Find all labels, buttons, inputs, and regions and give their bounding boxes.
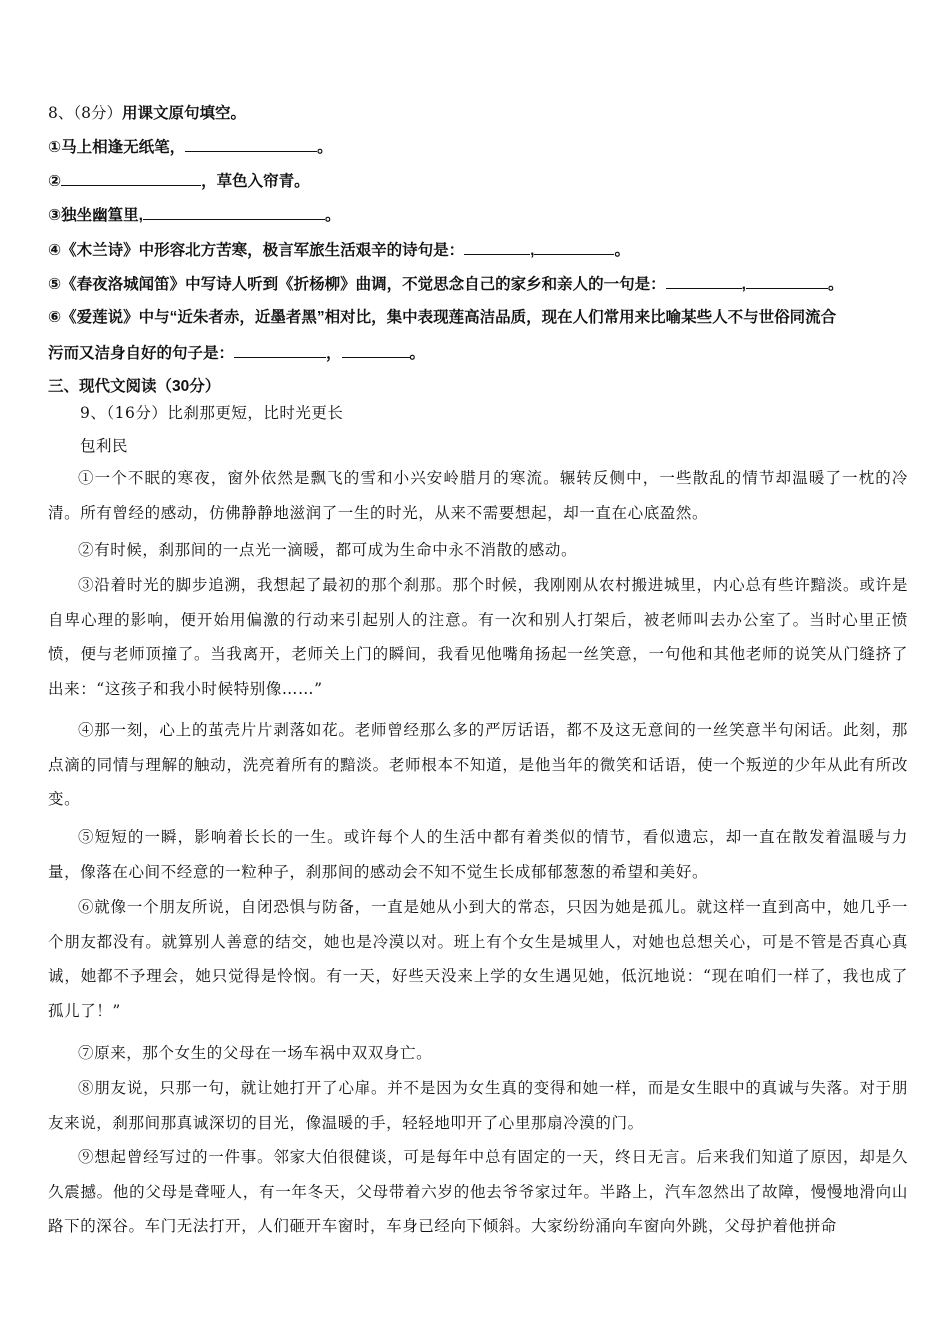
answer-blank[interactable] [185,137,317,152]
answer-blank[interactable] [342,343,410,358]
paragraph-8: ⑧朋友说，只那一句，就让她打开了心扉。并不是因为女生真的变得和她一样，而是女生眼中的真诚与失落。对于朋友来说，刹那间那真诚深切的目光，像温暖的手，轻轻地叩开了心里那扇冷漠的门。 [48,1079,908,1132]
fill-item-6-line-2 [48,343,425,364]
paragraph-9: ⑨想起曾经写过的一件事。邻家大伯很健谈，可是每年中总有固定的一天，终日无言。后来我们知道了原因，却是久久震撼。他的父母是聋哑人，有一年冬天，父母带着六岁的他去爷爷家过年。半路上，汽车忽然出了故障，慢慢地滑向山路下的深谷。车门无法打开，人们砸开车窗时，车身已经向下倾斜。大家纷纷涌向车窗向外跳，父母护着他拼命 [48,1148,908,1235]
answer-blank[interactable] [746,274,828,289]
paragraph-3: ③沿着时光的脚步追溯，我想起了最初的那个刹那。那个时候，我刚刚从农村搬进城里，内心总有些许黯淡。或许是自卑心理的影响，便开始用偏激的行动来引起别人的注意。有一次和别人打架后，被老师叫去办公室了。当时心里正愤愤，便与老师顶撞了。当我离开，老师关上门的瞬间，我看见他嘴角扬起一丝笑意，一句他和其他老师的说笑从门缝挤了出来：“这孩子和我小时候特别像……” [48,576,908,698]
fill-item-separator: ， [326,345,342,362]
fill-item-end: ，草色入帘青。 [201,173,310,190]
fill-item-text: 污而又洁身自好的句子是： [48,345,235,362]
question-number: 8、 [48,104,74,122]
answer-blank[interactable] [61,171,201,186]
fill-item-end: 。 [827,276,844,293]
fill-item-text: ② [48,173,62,190]
fill-item-3 [48,205,340,226]
answer-blank[interactable] [143,205,325,220]
fill-item-4 [48,240,630,261]
paragraph-6: ⑥就像一个朋友所说，自闭恐惧与防备，一直是她从小到大的常态，只因为她是孤儿。就这样一直到高中，她几乎一个朋友都没有。就算别人善意的结交，她也是冷漠以对。班上有个女生是城里人，对她也总想关心，可是不管是否真心真诚，她都不予理会，她只觉得是怜悯。有一天，好些天没来上学的女生遇见她，低沉地说：“现在咱们一样了，我也成了孤儿了！” [48,898,908,1020]
fill-item-separator: , [741,276,746,293]
fill-item-end: 。 [409,345,426,362]
answer-blank[interactable] [534,240,614,255]
fill-item-end: 。 [614,242,630,259]
fill-item-end: 。 [317,139,333,156]
question-score: （8分） [73,104,122,122]
paragraph-7: ⑦原来，那个女生的父母在一场车祸中双双身亡。 [78,1044,433,1062]
fill-item-text: ③独坐幽篁里, [48,207,143,224]
fill-item-6-line-1: ⑥《爱莲说》中与“近朱者赤，近墨者黑”相对比，集中表现莲高洁品质，现在人们常用来比喻某些人不与世俗同流合 [48,309,837,326]
section-heading: 三、现代文阅读（30分） [48,378,221,395]
fill-item-end: 。 [324,207,341,224]
paragraph-2: ②有时候，刹那间的一点光一滴暖，都可成为生命中永不消散的感动。 [78,541,578,559]
question-8-header [48,103,246,124]
answer-blank[interactable] [464,240,530,255]
author: 包利民 [80,437,129,455]
question-instruction: 用课文原句填空。 [122,105,247,122]
paragraph-4: ④那一刻，心上的茧壳片片剥落如花。老师曾经那么多的严厉话语，都不及这无意间的一丝笑意半句闲话。此刻，那点滴的同情与理解的触动，洗亮着所有的黯淡。老师根本不知道，是他当年的微笑和话语，使一个叛逆的少年从此有所改变。 [48,721,908,808]
fill-item-text: ④《木兰诗》中形容北方苦寒，极言军旅生活艰辛的诗句是： [48,242,465,259]
fill-item-text: ⑤《春夜洛城闻笛》中写诗人听到《折杨柳》曲调，不觉思念自己的家乡和亲人的一句是： [48,276,666,293]
answer-blank[interactable] [666,274,742,289]
fill-item-separator: , [530,242,535,259]
paragraph-1: ①一个不眠的寒夜，窗外依然是飘飞的雪和小兴安岭腊月的寒流。辗转反侧中，一些散乱的情节却温暖了一枕的冷清。所有曾经的感动，仿佛静静地滋润了一生的时光，从来不需要想起，却一直在心底盈然。 [48,469,908,522]
fill-item-5 [48,274,843,295]
paragraph-5: ⑤短短的一瞬，影响着长长的一生。或许每个人的生活中都有着类似的情节，看似遗忘，却一直在散发着温暖与力量，像落在心间不经意的一粒种子，刹那间的感动会不知不觉生长成郁郁葱葱的希望和美好。 [48,828,908,881]
fill-item-2 [48,171,310,192]
answer-blank[interactable] [234,343,326,358]
fill-item-text: ①马上相逢无纸笔， [48,139,186,156]
fill-item-1 [48,137,333,158]
question-9-header: 9、（16分）比刹那更短，比时光更长 [80,404,344,422]
